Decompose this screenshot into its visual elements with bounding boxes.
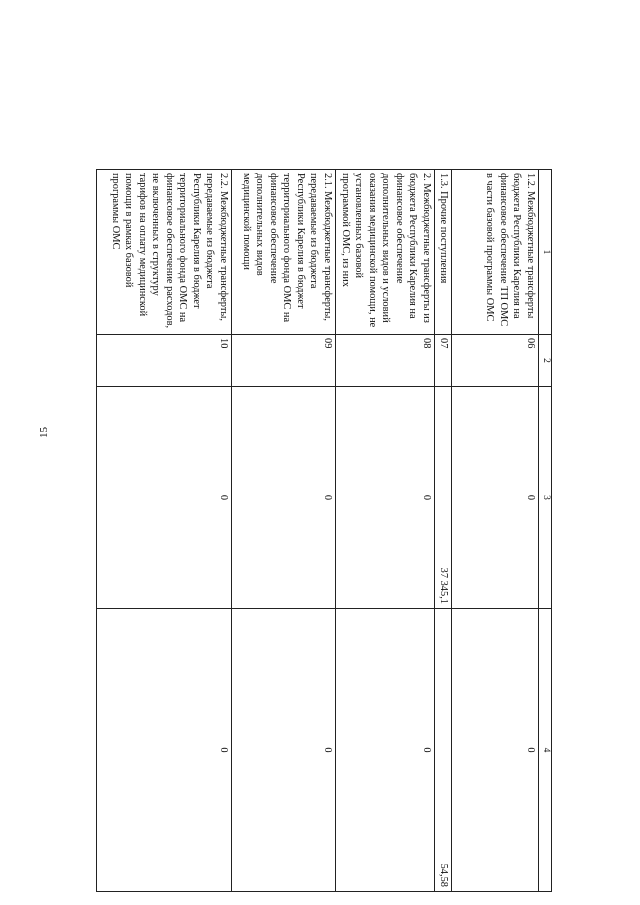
table-row [336, 170, 435, 892]
row-code: 08 [336, 335, 435, 387]
row-value-col4: 0 [336, 609, 435, 892]
header-cell: 4 [539, 609, 552, 892]
table-header-row [539, 170, 552, 892]
row-code: 09 [232, 335, 336, 387]
page-number: 15 [38, 427, 50, 438]
row-label: 2.1. Межбюджетные трансферты, передаваемые из бюджета Республики Карелия в бюджет территориального фонда ОМС на финансовое обеспечение дополнительных видов медицинской помощи [232, 170, 336, 335]
header-cell: 1 [539, 170, 552, 335]
row-value-col3: 0 [97, 387, 232, 609]
row-code: 06 [452, 335, 539, 387]
header-cell: 3 [539, 387, 552, 609]
row-value-col4: 0 [97, 609, 232, 892]
table-row [97, 170, 232, 892]
header-cell: 2 [539, 335, 552, 387]
table-row [435, 170, 452, 892]
row-code: 07 [435, 335, 452, 387]
row-value-col4: 0 [232, 609, 336, 892]
row-value-col3: 0 [336, 387, 435, 609]
row-value-col3: 0 [452, 387, 539, 609]
row-label: 2.2. Межбюджетные трансферты, передаваемые из бюджета Республики Карелия в бюджет территориального фонда ОМС на финансовое обеспечение расходов, не включенных в структуру тарифов на оплату медицинской помощи в рамках базовой программы ОМС [97, 170, 232, 335]
row-value-col4: 54,58 [435, 609, 452, 892]
row-value-col3: 37 345,1 [435, 387, 452, 609]
row-value-col4: 0 [452, 609, 539, 892]
funding-table [96, 169, 552, 892]
row-label: 1.3. Прочие поступления [435, 170, 452, 335]
row-label: 1.2. Межбюджетные трансферты бюджета Республики Карелия на финансовое обеспечение ТП ОМС в части базовой программы ОМС [452, 170, 539, 335]
funding-table-wrapper [104, 169, 552, 891]
table-row [452, 170, 539, 892]
row-label: 2. Межбюджетные трансферты из бюджета Республики Карелия на финансовое обеспечение дополнительных видов и условий оказания медицинской помощи, не установленных базовой программой ОМС, из них [336, 170, 435, 335]
row-code: 10 [97, 335, 232, 387]
row-value-col3: 0 [232, 387, 336, 609]
table-row [232, 170, 336, 892]
